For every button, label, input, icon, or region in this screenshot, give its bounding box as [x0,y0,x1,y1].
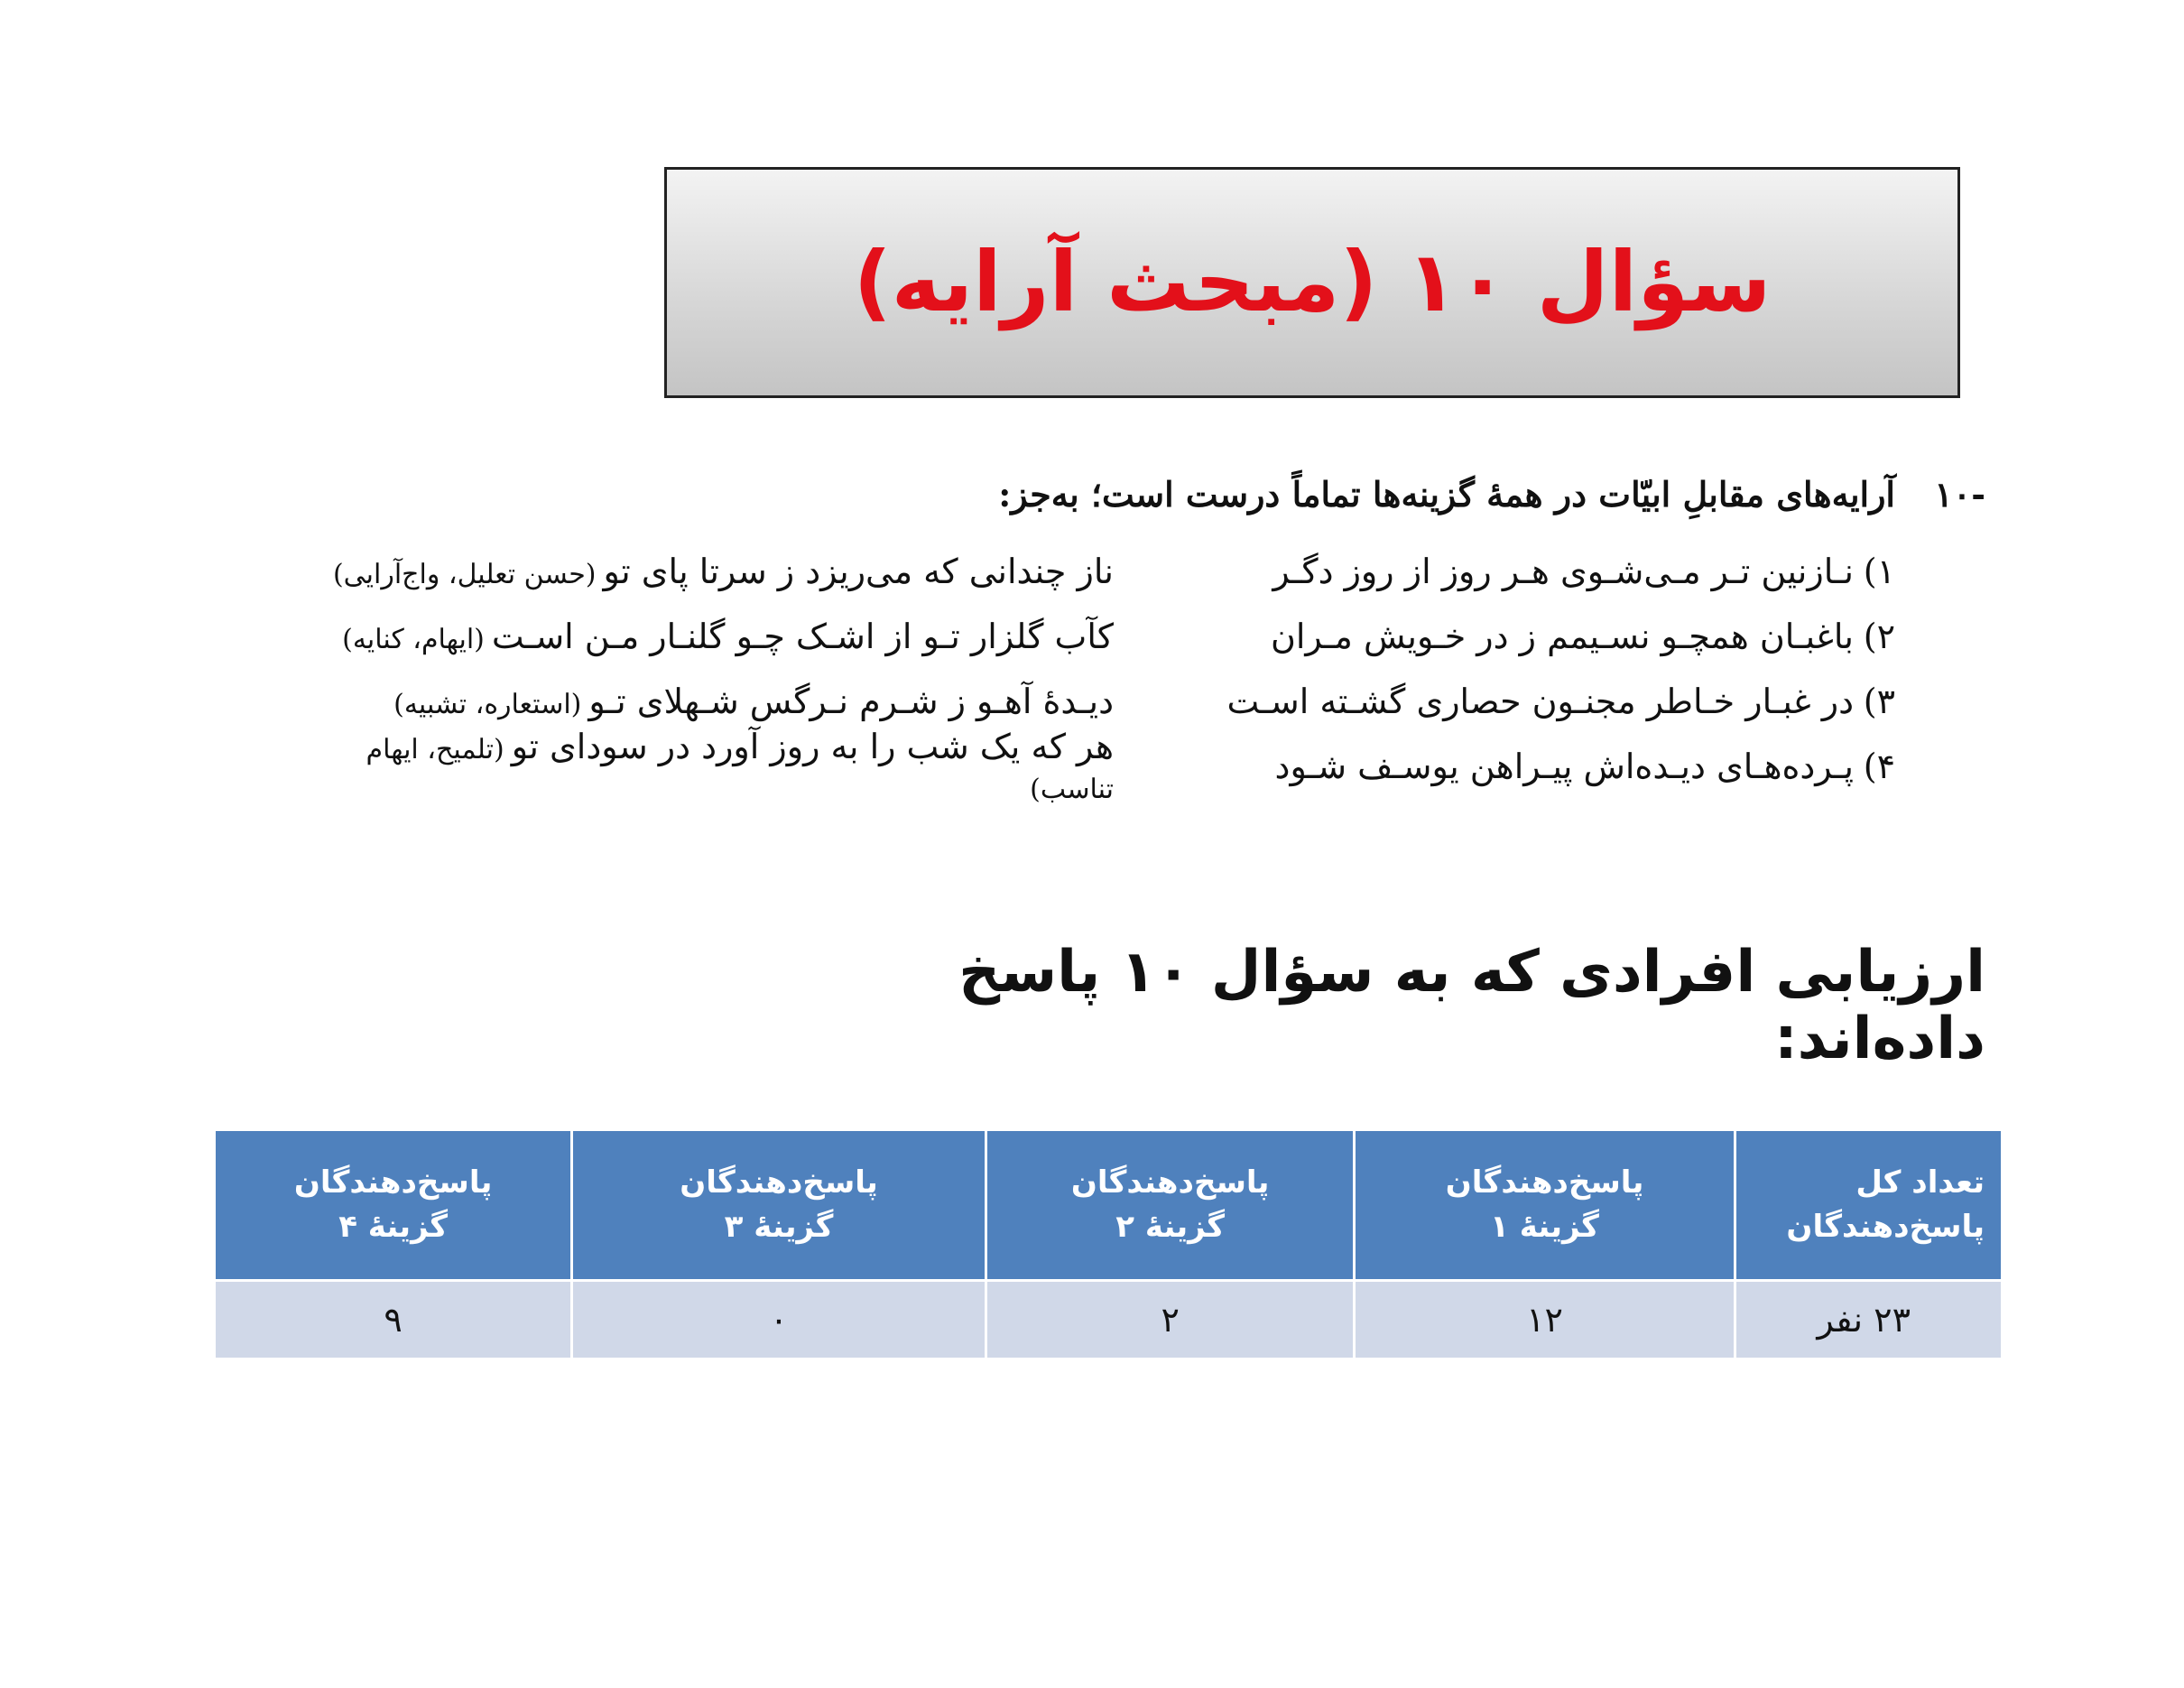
option-hemistich-2 [319,727,1114,806]
option-hemistich-2-text: دیـدهٔ آهـو ز شـرم نـرگس شـهلای تـو [588,682,1114,721]
option-devices: (تلمیح، ایهام تناسب) [366,734,1114,805]
option-row-1 [307,539,1985,604]
table-header-option-4 [216,1131,570,1279]
cell-option-3: ۰ [573,1282,985,1358]
header-line: پاسخ‌دهندگان [1786,1209,1985,1245]
option-hemistich-2-text: ناز چندانی که می‌ریزد ز سرتا پای تو [603,552,1114,591]
question-header [307,474,1985,539]
option-number: ۳) [1863,682,1895,721]
option-row-3 [307,669,1985,734]
option-hemistich-2-text: کآب گلزار تـو از اشـک چـو گلنـار مـن اسـت [491,617,1114,656]
option-hemistich-1: پـرده‌هـای دیـده‌اش پیـراهن یوسـف شـود [1274,747,1854,786]
header-line: پاسخ‌دهندگان [1070,1164,1270,1201]
cell-option-2: ۲ [987,1282,1354,1358]
table-header-total [1736,1131,2001,1279]
option-hemistich-2 [319,552,1114,591]
question-number: -۱۰ [1934,474,1985,515]
header-line: گزینهٔ ۳ [724,1209,834,1245]
option-row-4 [307,727,1985,805]
table-header-option-2 [987,1131,1354,1279]
option-devices: (استعاره، تشبیه) [393,689,582,720]
table-header-option-3 [573,1131,985,1279]
option-row-2 [307,604,1985,669]
title-box [664,167,1960,398]
option-hemistich-2 [319,617,1114,656]
question-text: آرایه‌های مقابلِ ابیّات در همهٔ گزینه‌ها تماماً درست است؛ به‌جز: [998,474,1895,515]
option-number: ۱) [1863,552,1895,591]
evaluation-heading: ارزیابی افرادی که به سؤال ۱۰ پاسخ داده‌اند: [958,939,1985,1072]
cell-total-respondents: ۲۳ نفر [1736,1282,2001,1358]
option-hemistich-2-text: هر که یک شب را به روز آورد در سودای تو [511,727,1114,766]
header-line: پاسخ‌دهندگان [1445,1164,1644,1201]
results-table [213,1128,2004,1360]
header-line: پاسخ‌دهندگان [293,1164,493,1201]
option-hemistich-1: در غبـار خـاطر مجنـون حصاری گشـته اسـت [1226,682,1854,721]
option-hemistich-1: نـازنین تـر مـی‌شـوی هـر روز از روز دگـر [1272,552,1854,591]
table-header-row [216,1131,2001,1279]
option-number: ۴) [1863,747,1895,786]
option-hemistich-1: باغبـان همچـو نسـیمم ز در خـویش مـران [1270,617,1854,656]
header-line: گزینهٔ ۲ [1115,1209,1226,1245]
header-line: پاسخ‌دهندگان [680,1164,878,1201]
option-devices: (حسن تعلیل، واج‌آرایی) [332,559,597,590]
slide-title: سؤال ۱۰ (مبحث آرایه) [853,234,1772,330]
option-hemistich-2 [319,682,1114,721]
cell-option-4: ۹ [216,1282,570,1358]
table-row [216,1282,2001,1358]
header-line: تعداد کل [1855,1164,1985,1201]
option-devices: (ایهام، کنایه) [342,624,485,655]
option-number: ۲) [1863,617,1895,656]
header-line: گزینهٔ ۱ [1490,1209,1599,1245]
table-header-option-1 [1356,1131,1733,1279]
cell-option-1: ۱۲ [1356,1282,1733,1358]
header-line: گزینهٔ ۴ [338,1209,448,1245]
question-block [307,474,1985,805]
